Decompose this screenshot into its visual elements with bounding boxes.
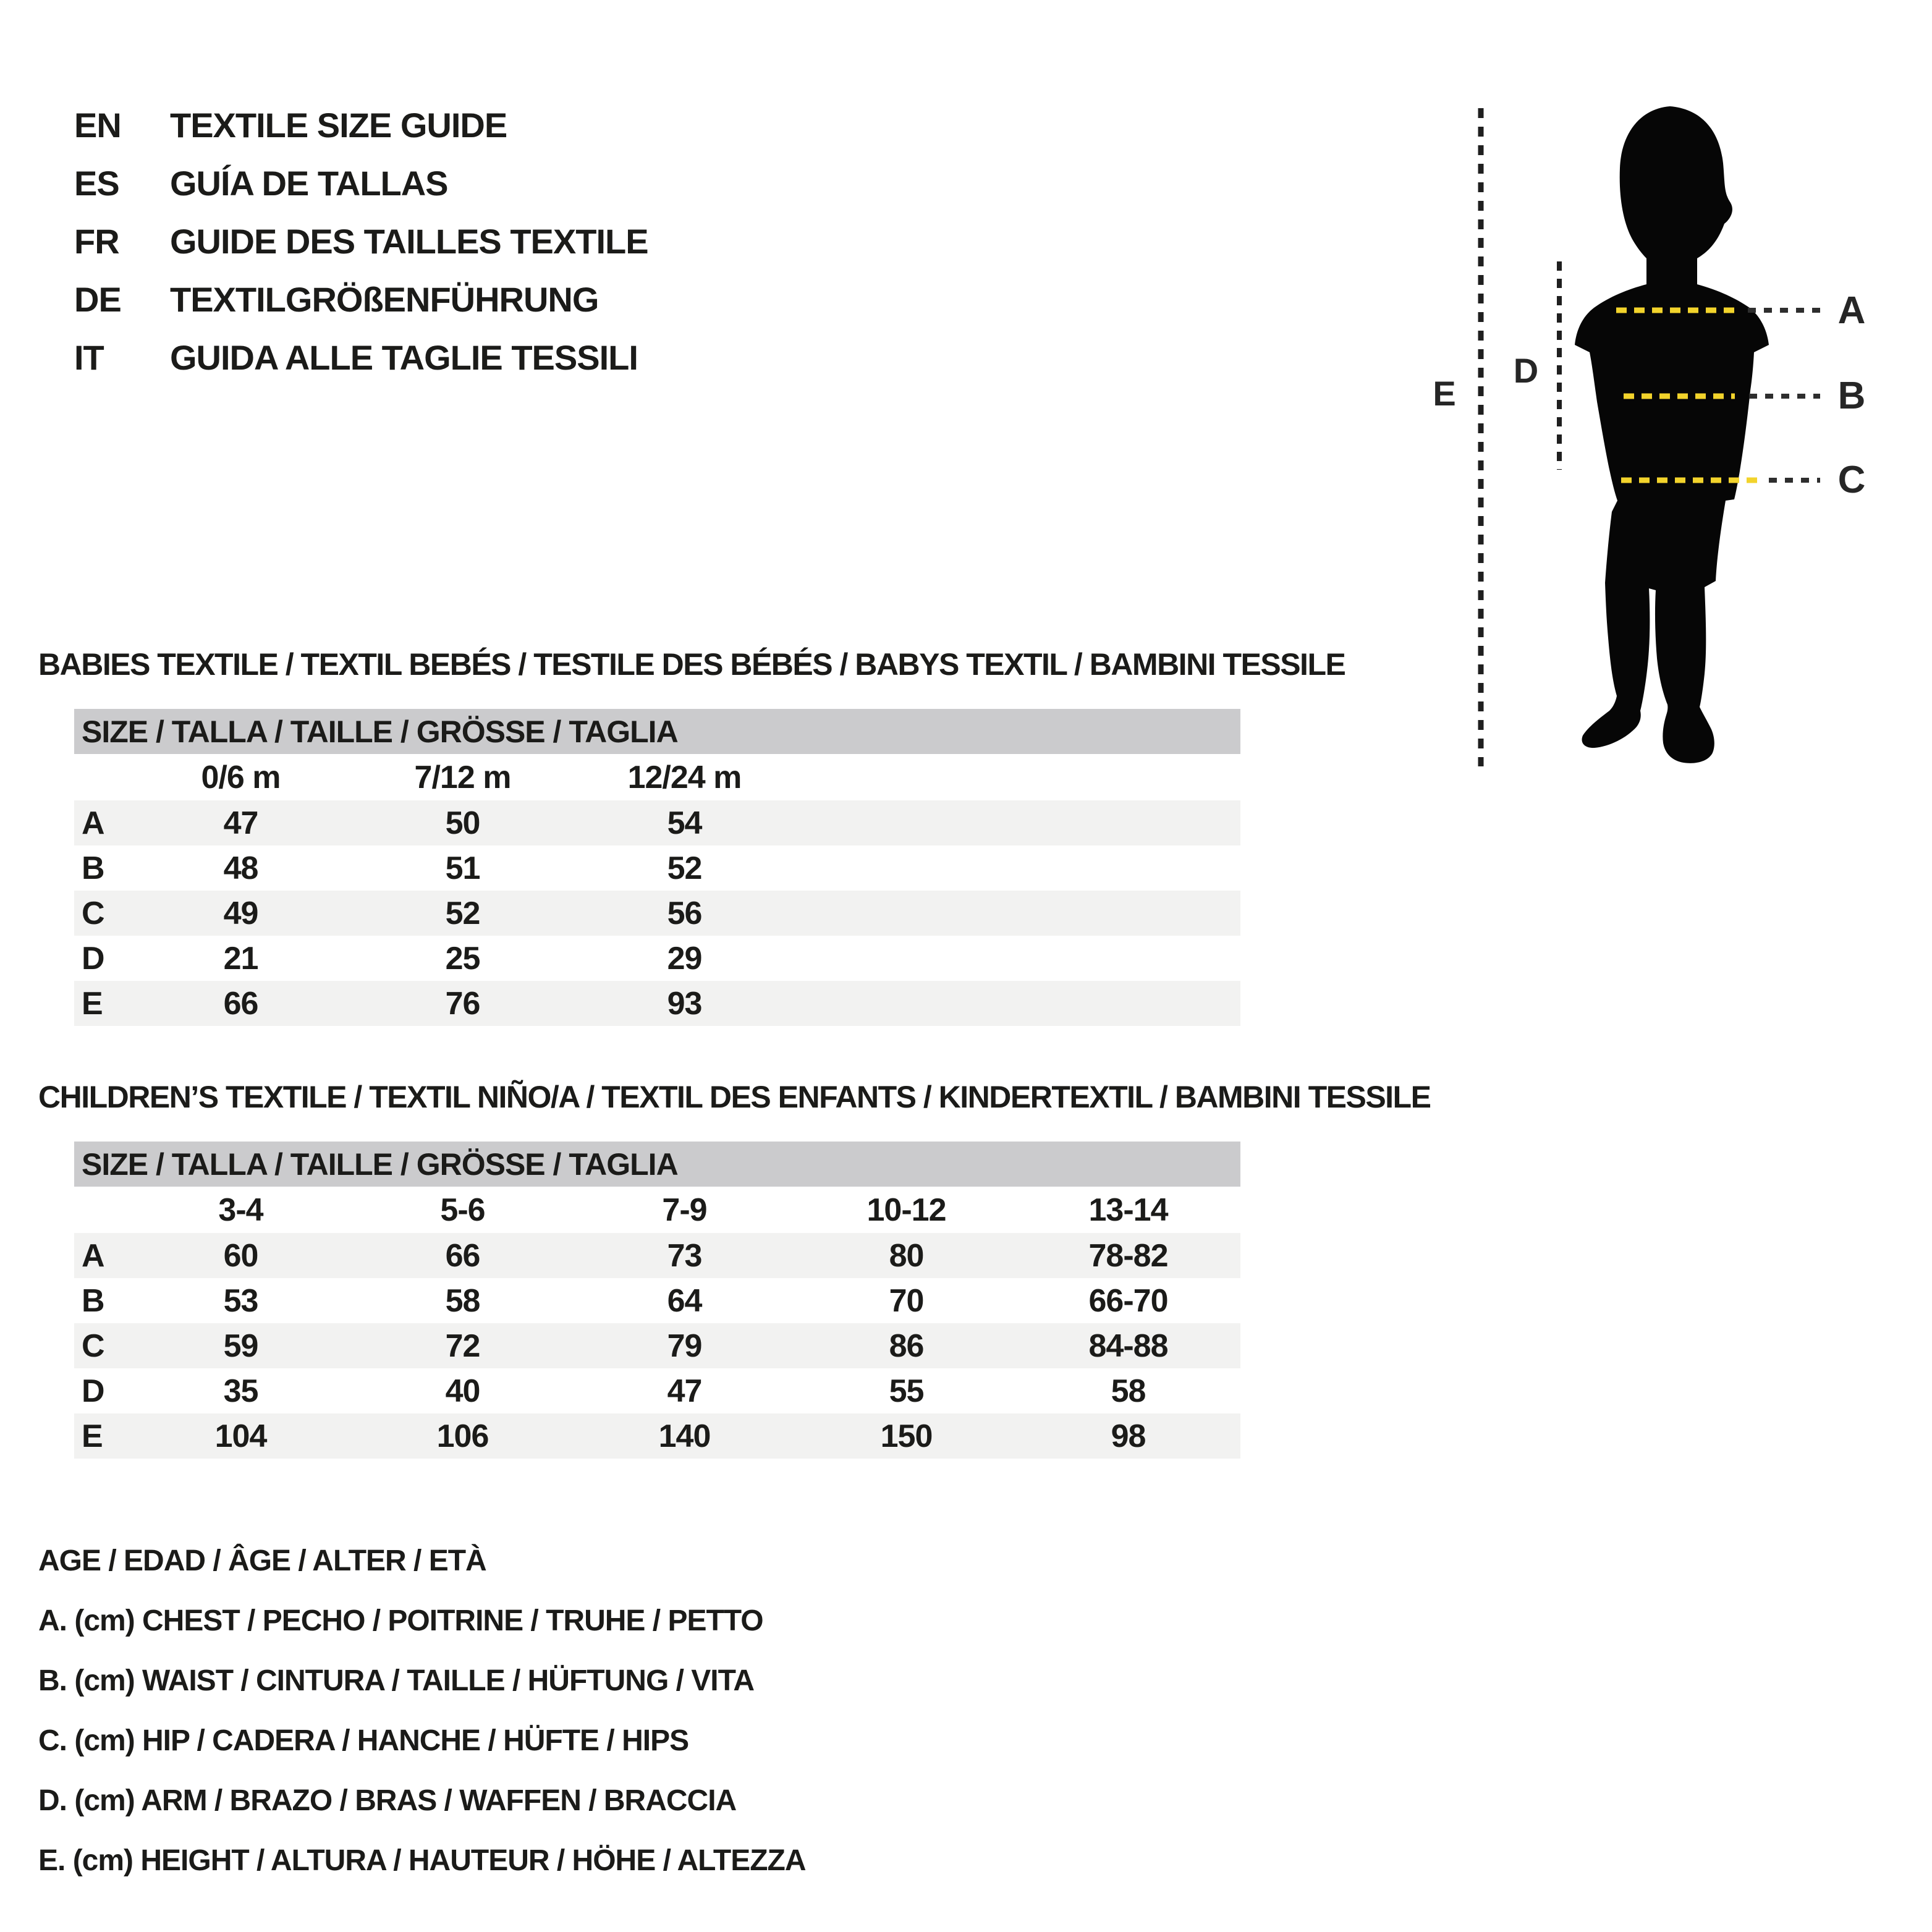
row-label: B (82, 850, 104, 886)
row-label: A (82, 1237, 104, 1274)
table-cell: 47 (667, 1373, 702, 1409)
babies-table-header-bar (74, 709, 1240, 754)
lang-title: TEXTILGRÖßENFÜHRUNG (170, 280, 599, 319)
table-cell: 64 (667, 1282, 702, 1319)
lang-code: FR (74, 222, 119, 261)
table-row (74, 1323, 1240, 1368)
figure-label-d: D (1513, 351, 1539, 390)
table-cell: 29 (667, 940, 702, 977)
row-label: E (82, 985, 103, 1022)
table-row (74, 845, 1240, 891)
legend-line-waist: B. (cm) WAIST / CINTURA / TAILLE / HÜFTUNG / VITA (38, 1664, 755, 1697)
lang-title: TEXTILE SIZE GUIDE (170, 106, 507, 145)
row-label: D (82, 1373, 104, 1409)
table-cell: 76 (445, 985, 480, 1022)
size-header-label: SIZE / TALLA / TAILLE / GRÖSSE / TAGLIA (82, 1146, 678, 1182)
table-cell: 53 (223, 1282, 258, 1319)
table-row (74, 936, 1240, 981)
row-label: A (82, 805, 104, 841)
children-size-table (74, 1142, 1240, 1459)
table-cell: 150 (880, 1418, 933, 1454)
children-section-title: CHILDREN’S TEXTILE / TEXTIL NIÑO/A / TEXTIL DES ENFANTS / KINDERTEXTIL / BAMBINI TESSILE (38, 1080, 1431, 1114)
column-header: 0/6 m (201, 759, 281, 795)
column-header: 7/12 m (414, 759, 511, 795)
figure-label-e: E (1433, 374, 1456, 413)
children-column-header-row (74, 1187, 1240, 1233)
table-cell: 52 (445, 895, 480, 931)
table-cell: 70 (889, 1282, 924, 1319)
table-cell: 21 (223, 940, 258, 977)
table-cell: 73 (667, 1237, 702, 1274)
column-header: 7-9 (662, 1192, 707, 1228)
table-cell: 79 (667, 1328, 702, 1364)
table-cell: 55 (889, 1373, 924, 1409)
babies-section-title: BABIES TEXTILE / TEXTIL BEBÉS / TESTILE DES BÉBÉS / BABYS TEXTIL / BAMBINI TESSILE (38, 647, 1345, 682)
table-cell: 78-82 (1088, 1237, 1168, 1274)
babies-column-header-row (74, 754, 1240, 800)
table-cell: 66 (223, 985, 258, 1022)
table-cell: 25 (445, 940, 480, 977)
row-label: C (82, 1328, 104, 1364)
row-label: D (82, 940, 104, 977)
table-cell: 52 (667, 850, 702, 886)
lang-code: EN (74, 106, 121, 145)
table-cell: 51 (445, 850, 480, 886)
row-label: C (82, 895, 104, 931)
lang-code: ES (74, 164, 119, 203)
row-label: E (82, 1418, 103, 1454)
table-cell: 59 (223, 1328, 258, 1364)
table-row (74, 1233, 1240, 1278)
table-cell: 58 (1111, 1373, 1146, 1409)
size-header-label: SIZE / TALLA / TAILLE / GRÖSSE / TAGLIA (82, 714, 678, 749)
legend-line-age: AGE / EDAD / ÂGE / ALTER / ETÀ (38, 1544, 486, 1577)
lang-code: IT (74, 338, 104, 377)
table-cell: 50 (445, 805, 480, 841)
lang-code: DE (74, 280, 121, 319)
column-header: 10-12 (866, 1192, 946, 1228)
table-cell: 66-70 (1088, 1282, 1168, 1319)
table-row (74, 1278, 1240, 1323)
children-table-header-bar (74, 1142, 1240, 1187)
table-cell: 86 (889, 1328, 924, 1364)
lang-title: GUIDE DES TAILLES TEXTILE (170, 222, 648, 261)
table-cell: 35 (223, 1373, 258, 1409)
table-row (74, 1368, 1240, 1413)
table-cell: 49 (223, 895, 258, 931)
figure-label-c: C (1837, 459, 1866, 501)
table-cell: 48 (223, 850, 258, 886)
lang-title: GUIDA ALLE TAGLIE TESSILI (170, 338, 638, 377)
legend-line-height: E. (cm) HEIGHT / ALTURA / HAUTEUR / HÖHE / ALTEZZA (38, 1844, 806, 1877)
child-silhouette-figure (1471, 99, 1866, 779)
table-cell: 47 (223, 805, 258, 841)
child-silhouette (1575, 106, 1769, 763)
figure-label-b: B (1837, 375, 1866, 417)
table-cell: 93 (667, 985, 702, 1022)
table-cell: 54 (667, 805, 702, 841)
lang-row-en (74, 108, 507, 143)
table-row (74, 1413, 1240, 1459)
table-cell: 56 (667, 895, 702, 931)
legend-line-hip: C. (cm) HIP / CADERA / HANCHE / HÜFTE / HIPS (38, 1724, 689, 1757)
table-cell: 58 (445, 1282, 480, 1319)
figure-label-a: A (1837, 289, 1866, 332)
column-header: 3-4 (218, 1192, 263, 1228)
column-header: 12/24 m (627, 759, 742, 795)
row-label: B (82, 1282, 104, 1319)
table-cell: 80 (889, 1237, 924, 1274)
table-row (74, 800, 1240, 845)
legend-line-arm: D. (cm) ARM / BRAZO / BRAS / WAFFEN / BRACCIA (38, 1784, 737, 1817)
table-cell: 66 (445, 1237, 480, 1274)
lang-row-de (74, 282, 598, 317)
table-cell: 140 (658, 1418, 711, 1454)
column-header: 5-6 (440, 1192, 485, 1228)
table-cell: 84-88 (1088, 1328, 1168, 1364)
lang-row-fr (74, 224, 648, 259)
table-cell: 106 (436, 1418, 489, 1454)
legend-line-chest: A. (cm) CHEST / PECHO / POITRINE / TRUHE / PETTO (38, 1604, 763, 1637)
table-cell: 72 (445, 1328, 480, 1364)
lang-row-it (74, 338, 638, 377)
babies-size-table (74, 709, 1240, 1026)
table-cell: 104 (214, 1418, 267, 1454)
lang-row-es (74, 166, 448, 201)
table-cell: 60 (223, 1237, 258, 1274)
table-row (74, 891, 1240, 936)
table-cell: 40 (445, 1373, 480, 1409)
table-cell: 98 (1111, 1418, 1146, 1454)
table-row (74, 981, 1240, 1026)
column-header: 13-14 (1088, 1192, 1168, 1228)
lang-title: GUÍA DE TALLAS (170, 164, 448, 203)
